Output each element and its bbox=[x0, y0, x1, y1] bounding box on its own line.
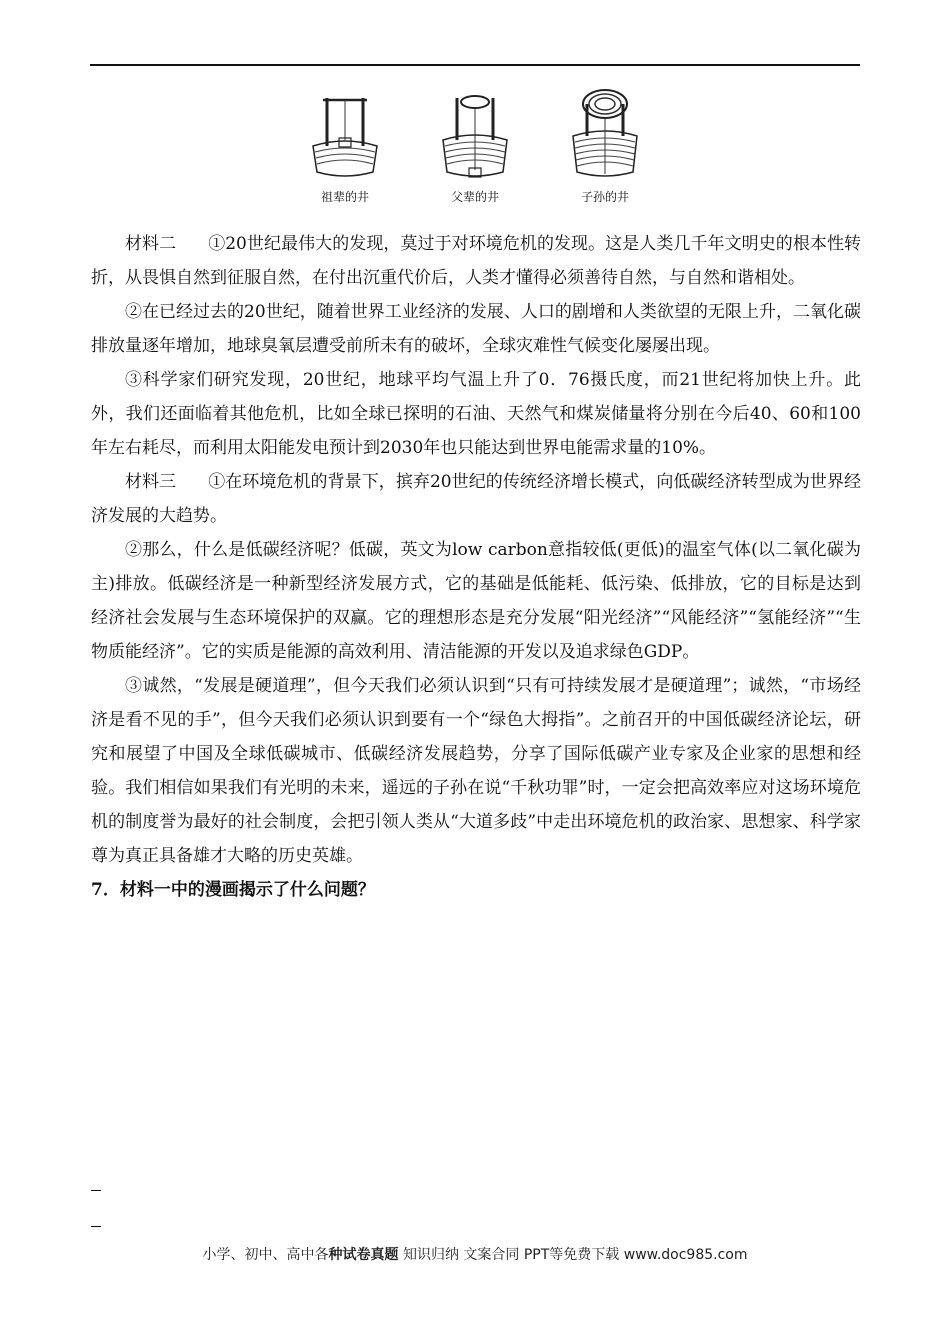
answer-blank-line bbox=[91, 1190, 101, 1191]
material2-paragraph-3: ③科学家们研究发现，20世纪，地球平均气温上升了0．76摄氏度，而21世纪将加快上升。此外，我们还面临着其他危机，比如全球已探明的石油、天然气和煤炭储量将分别在今后40、60和100年左右耗尽，而利用太阳能发电预计到2030年也只能达到世界电能需求量的10%。 bbox=[91, 370, 861, 458]
page-footer bbox=[0, 1244, 950, 1264]
paragraph-text: ①在环境危机的背景下，摈弃20世纪的传统经济增长模式，向低碳经济转型成为世界经济发展的大趋势。 bbox=[91, 472, 862, 526]
well-comic bbox=[300, 88, 650, 212]
question-7: 7．材料一中的漫画揭示了什么问题？ bbox=[91, 880, 375, 900]
material2-paragraph-2: ②在已经过去的20世纪，随着世界工业经济的发展、人口的剧增和人类欲望的无限上升，二氧化碳排放量逐年增加，地球臭氧层遭受前所未有的破坏，全球灾难性气候变化屡屡出现。 bbox=[91, 302, 861, 356]
well-caption: 子孙的井 bbox=[580, 190, 629, 204]
answer-blank-line bbox=[91, 1226, 101, 1227]
top-rule bbox=[90, 64, 860, 66]
well-parents bbox=[430, 88, 520, 205]
footer-url: www.doc985.com bbox=[619, 1247, 748, 1263]
well-ancestors bbox=[300, 88, 390, 205]
material3-paragraph-3: ③诚然，“发展是硬道理”，但今天我们必须认识到“只有可持续发展才是硬道理”；诚然，“市场经济是看不见的手”，但今天我们必须认识到要有一个“绿色大拇指”。之前召开的中国低碳经济论坛，研究和展望了中国及全球低碳城市、低碳经济发展趋势，分享了国际低碳产业专家及企业家的思想和经验。我们相信如果我们有光明的未来，遥远的子孙在说“千秋功罪”时，一定会把高效率应对这场环境危机的制度誉为最好的社会制度，会把引领人类从“大道多歧”中走出环境危机的政治家、思想家、科学家尊为真正具备雄才大略的历史英雄。 bbox=[91, 676, 861, 866]
material2-paragraph-1 bbox=[91, 227, 861, 295]
footer-text: 文案合同 PPT等免费下载 bbox=[463, 1247, 620, 1263]
footer-text: 小学、初中、高中各 bbox=[202, 1247, 329, 1263]
well-caption: 父辈的井 bbox=[450, 190, 499, 204]
document-body bbox=[91, 227, 861, 907]
paragraph-text: ①20世纪最伟大的发现，莫过于对环境危机的发现。这是人类几千年文明史的根本性转折，从畏惧自然到征服自然，在付出沉重代价后，人类才懂得必须善待自然，与自然和谐相处。 bbox=[91, 234, 862, 288]
material2-label: 材料二 bbox=[125, 234, 177, 254]
well-caption: 祖辈的井 bbox=[320, 190, 369, 204]
material3-paragraph-1 bbox=[91, 465, 861, 533]
footer-text: 知识归纳 bbox=[398, 1247, 464, 1263]
well-parents-drawing bbox=[435, 88, 515, 184]
well-descendants-drawing bbox=[565, 88, 645, 184]
material3-label: 材料三 bbox=[125, 472, 177, 492]
well-descendants bbox=[560, 88, 650, 205]
material3-paragraph-2: ②那么，什么是低碳经济呢？低碳，英文为low carbon意指较低(更低)的温室气体(以二氧化碳为主)排放。低碳经济是一种新型经济发展方式，它的基础是低能耗、低污染、低排放，它的目标是达到经济社会发展与生态环境保护的双赢。它的理想形态是充分发展“阳光经济”“风能经济”“氢能经济”“生物质能经济”。它的实质是能源的高效利用、清洁能源的开发以及追求绿色GDP。 bbox=[91, 540, 861, 662]
well-ancestors-drawing bbox=[305, 88, 385, 184]
footer-text-bold: 种试卷真题 bbox=[328, 1247, 399, 1263]
